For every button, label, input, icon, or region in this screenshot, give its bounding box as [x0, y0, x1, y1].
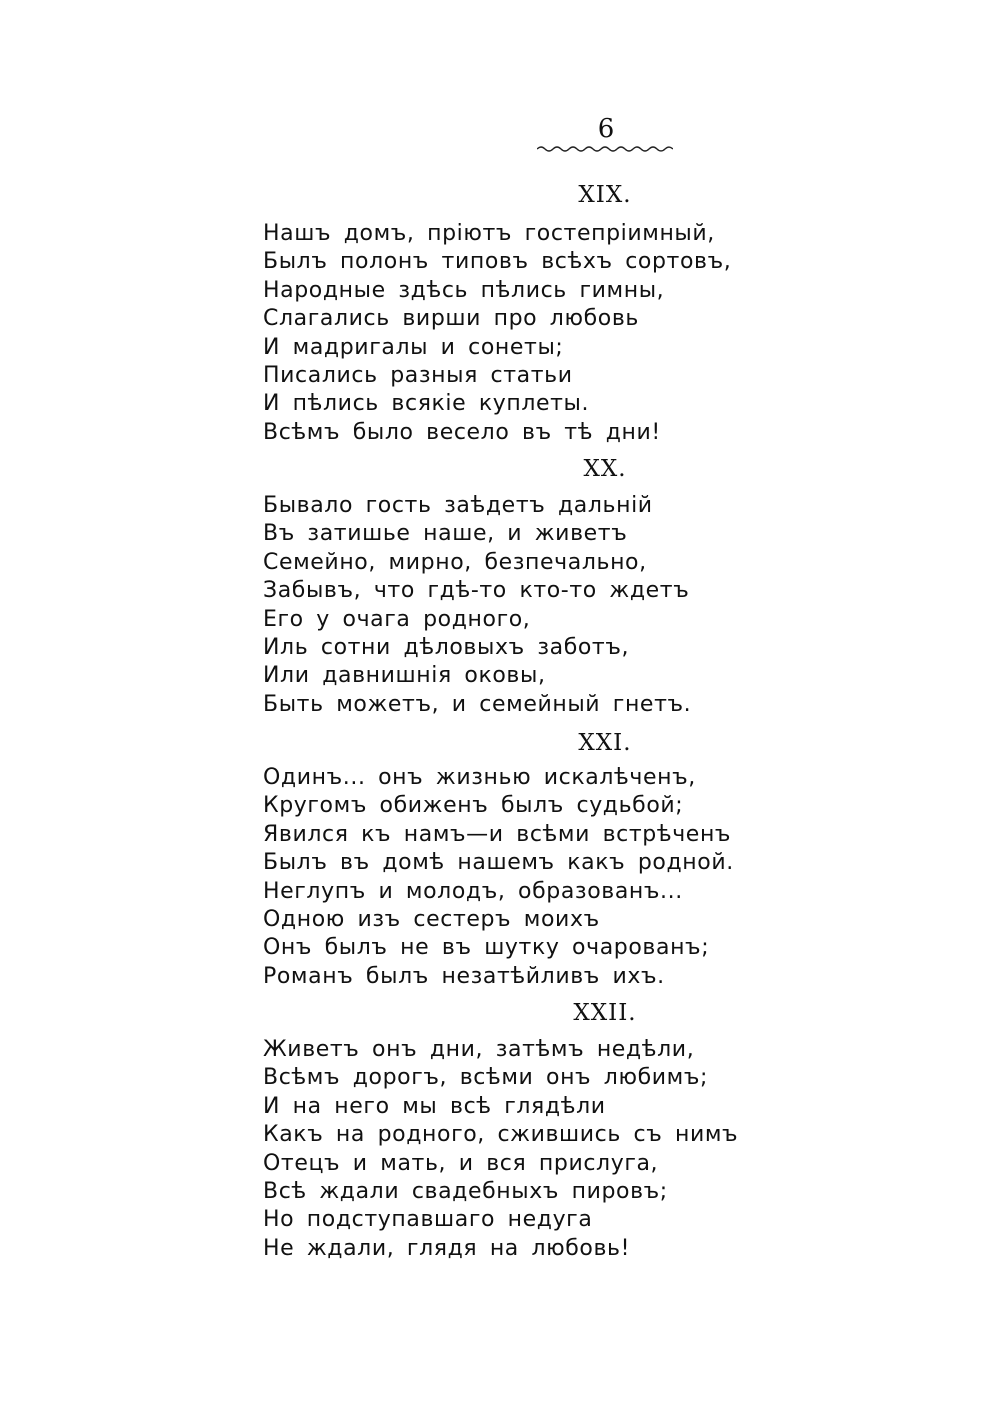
verse-line: Писались разныя статьи — [263, 363, 573, 389]
verse-line: Одною изъ сестеръ моихъ — [263, 907, 600, 933]
stanza-heading: XXI. — [578, 730, 632, 756]
verse-line: Слагались вирши про любовь — [263, 306, 639, 332]
verse-line: И мадригалы и сонеты; — [263, 334, 564, 360]
verse-line: Быть можетъ, и семейный гнетъ. — [263, 691, 692, 717]
verse-line: Былъ полонъ типовъ всѣхъ сортовъ, — [263, 249, 732, 275]
verse-line: Былъ въ домѣ нашемъ какъ родной. — [263, 850, 734, 876]
stanza-heading: XXII. — [573, 1000, 637, 1026]
verse-line: Народные здѣсь пѣлись гимны, — [263, 277, 665, 303]
verse-line: И пѣлись всякіе куплеты. — [263, 391, 590, 417]
verse-line: Кругомъ обиженъ былъ судьбой; — [263, 793, 684, 819]
verse-line: Не ждали, глядя на любовь! — [263, 1235, 631, 1261]
verse-line: Или давнишнія оковы, — [263, 663, 546, 689]
verse-line: Какъ на родного, сжившись съ нимъ — [263, 1122, 739, 1148]
verse-line: Всѣ ждали свадебныхъ пировъ; — [263, 1179, 668, 1205]
wavy-rule — [537, 144, 673, 154]
stanza-heading: XX. — [583, 456, 627, 482]
verse-line: Всѣмъ было весело въ тѣ дни! — [263, 419, 661, 445]
verse-line: И на него мы всѣ глядѣли — [263, 1093, 606, 1119]
verse-line: Бывало гость заѣдетъ дальній — [263, 493, 653, 518]
verse-line: Онъ былъ не въ шутку очарованъ; — [263, 935, 710, 961]
stanza — [263, 220, 783, 447]
stanza-heading: XIX. — [578, 182, 632, 208]
verse-line: Но подступавшаго недуга — [263, 1207, 593, 1233]
stanza — [263, 492, 783, 719]
stanza — [263, 1036, 783, 1263]
page-number: 6 — [597, 114, 615, 144]
verse-line: Всѣмъ дорогъ, всѣми онъ любимъ; — [263, 1065, 708, 1091]
verse-line: Явился къ намъ—и всѣми встрѣченъ — [263, 821, 732, 847]
verse-line: Въ затишье наше, и живетъ — [263, 521, 628, 547]
verse-line: Его у очага родного, — [263, 606, 531, 632]
verse-line: Неглупъ и молодъ, образованъ... — [263, 878, 683, 904]
verse-line: Нашъ домъ, пріютъ гостепріимный, — [263, 221, 715, 246]
stanza — [263, 764, 783, 991]
verse-line: Одинъ... онъ жизнью искалѣченъ, — [263, 765, 696, 790]
verse-line: Романъ былъ незатѣйливъ ихъ. — [263, 963, 665, 989]
verse-line: Забывъ, что гдѣ-то кто-то ждетъ — [263, 578, 690, 604]
verse-line: Отецъ и мать, и вся прислуга, — [263, 1150, 659, 1176]
verse-line: Живетъ онъ дни, затѣмъ недѣли, — [263, 1037, 695, 1062]
verse-line: Иль сотни дѣловыхъ заботъ, — [263, 635, 630, 661]
verse-line: Семейно, мирно, безпечально, — [263, 549, 647, 575]
